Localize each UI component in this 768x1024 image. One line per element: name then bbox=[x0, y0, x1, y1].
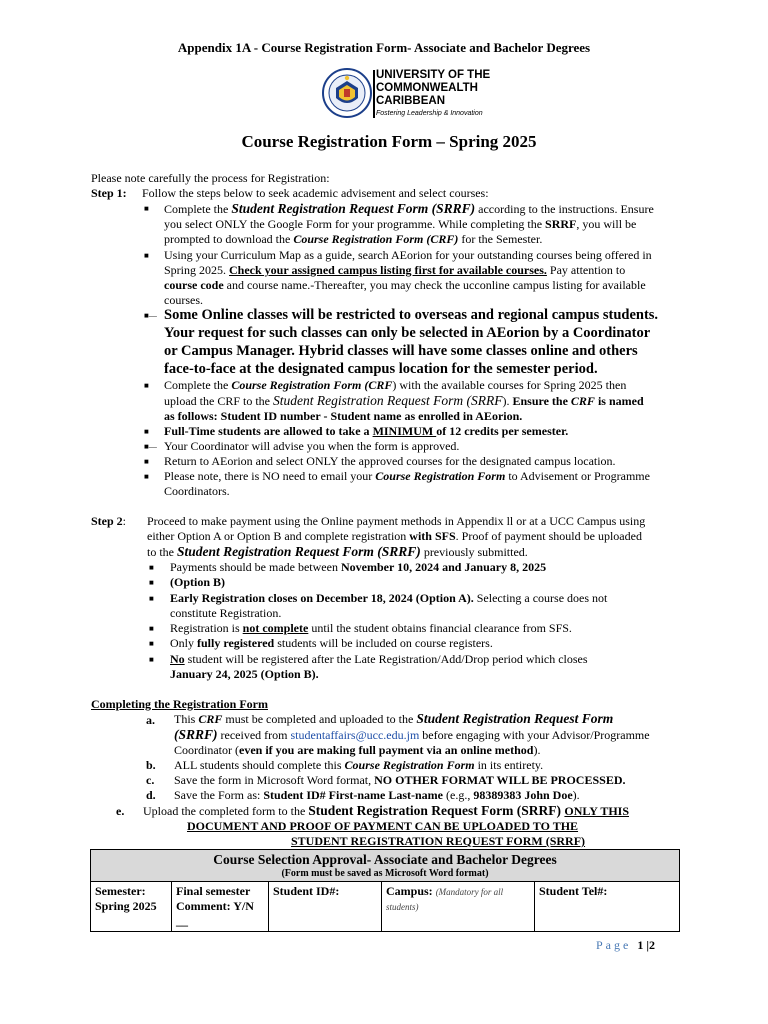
student-tel-cell[interactable]: Student Tel#: bbox=[535, 882, 680, 932]
step1-text: Follow the steps below to seek academic advisement and select courses: bbox=[142, 186, 489, 200]
step1-bullet-8: Please note, there is NO need to email your Course Registration Form to Advisement or Programme Coordinators. bbox=[164, 469, 650, 498]
step2-bullet-4: Registration is not complete until the student obtains financial clearance from SFS. bbox=[170, 621, 572, 635]
item-d-label: d. bbox=[146, 788, 156, 802]
item-c-label: c. bbox=[146, 773, 155, 787]
step1-bullet-1: Complete the Student Registration Request Form (SRRF) according to the instructions. Ensure you select ONLY the Google Form for your programme. While completing the SRRF, you will be prompted to download the Course Registration Form (CRF) for the Semester. bbox=[164, 201, 654, 246]
bullet-icon: ■ bbox=[149, 639, 154, 648]
step2-bullet-6: No student will be registered after the Late Registration/Add/Drop period which closes January 24, 2025 (Option B). bbox=[170, 652, 588, 681]
table-header: Course Selection Approval- Associate and Bachelor Degrees (Form must be saved as Microsoft Word format) bbox=[91, 850, 680, 882]
bullet-icon: ■ bbox=[144, 472, 149, 481]
item-c: Save the form in Microsoft Word format, NO OTHER FORMAT WILL BE PROCESSED. bbox=[174, 773, 626, 787]
bullet-icon: ■ bbox=[149, 655, 154, 664]
semester-cell[interactable]: Semester: Spring 2025 bbox=[91, 882, 172, 932]
university-seal-icon bbox=[322, 68, 372, 118]
step2: Step 2: bbox=[91, 514, 127, 528]
university-logo bbox=[322, 66, 492, 122]
course-selection-table bbox=[90, 849, 680, 932]
logo-line-2: COMMONWEALTH bbox=[376, 82, 478, 94]
item-a: This CRF must be completed and uploaded to the Student Registration Request Form (SRRF) received from studentaffairs@ucc.edu.jm before engaging with your Advisor/Programme Coordinator (even if you are making full payment via an online method). bbox=[174, 711, 650, 757]
appendix-title: Appendix 1A - Course Registration Form- Associate and Bachelor Degrees bbox=[177, 40, 591, 55]
step2-text: Proceed to make payment using the Online payment methods in Appendix ll or at a UCC Campus using either Option A or Option B and complete registration with SFS. Proof of payment should be uploaded to the Student Registration Request Form (SRRF) previously submitted. bbox=[147, 514, 646, 559]
logo-line-3: CARIBBEAN bbox=[376, 95, 445, 107]
step1-bullet-2: Using your Curriculum Map as a guide, search AEorion for your outstanding courses being offered in Spring 2025. Check your assigned campus listing first for available courses. Pay attention to course code and course name.-Thereafter, you may check the ucconline campus listing for available courses. bbox=[164, 248, 652, 307]
item-a-label: a. bbox=[146, 713, 155, 727]
step1-bullet-6: Your Coordinator will advise you when the form is approved. bbox=[164, 439, 460, 453]
step1: Step 1: bbox=[91, 186, 127, 200]
table-title: Course Selection Approval- Associate and Bachelor Degrees bbox=[213, 852, 557, 867]
bullet-icon: ■ bbox=[149, 563, 154, 572]
bullet-icon: ■ bbox=[149, 578, 154, 587]
step2-bullet-2: (Option B) bbox=[170, 575, 226, 589]
bullet-icon: ■ bbox=[144, 427, 149, 436]
step1-bullet-5: Full-Time students are allowed to take a MINIMUM of 12 credits per semester. bbox=[164, 424, 569, 438]
bullet-icon: ■ bbox=[144, 251, 149, 260]
form-title: Course Registration Form – Spring 2025 bbox=[241, 132, 537, 151]
step2-bullet-3: Early Registration closes on December 18, 2024 (Option A). Selecting a course does not constitute Registration. bbox=[170, 591, 608, 620]
page-number: Page 1|2 bbox=[596, 938, 658, 952]
step2-bullet-1: Payments should be made between November 10, 2024 and January 8, 2025 bbox=[170, 560, 547, 574]
bullet-icon: ■ bbox=[149, 594, 154, 603]
student-id-cell[interactable]: Student ID#: bbox=[269, 882, 382, 932]
item-e-label: e. bbox=[116, 804, 125, 818]
bullet-icon: ■ bbox=[144, 204, 149, 213]
final-semester-cell[interactable]: Final semester Comment: Y/N __ bbox=[172, 882, 269, 932]
completing-heading: Completing the Registration Form bbox=[91, 697, 268, 711]
step1-bullet-3: Some Online classes will be restricted to overseas and regional campus students. Your request for such classes can only be selected in AEorion by a Coordinator or Campus Manager. Hybrid classes will have some classes online and others face-to-face at the designated campus location for the semester period. bbox=[164, 307, 659, 377]
item-d: Save the Form as: Student ID# First-name Last-name (e.g., 98389383 John Doe). bbox=[174, 788, 580, 802]
bullet-icon: ■ bbox=[144, 381, 149, 390]
logo-line-1: UNIVERSITY OF THE bbox=[376, 69, 491, 81]
item-e: Upload the completed form to the Student Registration Request Form (SRRF) ONLY THIS DOCUMENT AND PROOF OF PAYMENT CAN BE UPLOADED TO THE STUDENT REGISTRATION REQUEST FORM (SRRF) bbox=[143, 803, 629, 848]
intro-text: Please note carefully the process for Registration: bbox=[91, 171, 330, 185]
item-b-label: b. bbox=[146, 758, 156, 772]
email-link[interactable]: studentaffairs@ucc.edu.jm bbox=[290, 728, 420, 742]
table-subtitle: Form must be saved as Microsoft Word format bbox=[284, 868, 486, 879]
bullet-icon: ■ bbox=[144, 457, 149, 466]
bullet-icon: ■— bbox=[144, 311, 157, 320]
logo-tagline: Fostering Leadership & Innovation bbox=[376, 110, 483, 117]
step2-bullet-5: Only fully registered students will be included on course registers. bbox=[170, 636, 493, 650]
campus-note: (Mandatory for all students) bbox=[386, 887, 504, 912]
campus-cell[interactable]: Campus: (Mandatory for all students) bbox=[382, 882, 535, 932]
step1-bullet-7: Return to AEorion and select ONLY the approved courses for the designated campus location. bbox=[164, 454, 616, 468]
bullet-icon: ■ bbox=[149, 624, 154, 633]
item-b: ALL students should complete this Course Registration Form in its entirety. bbox=[174, 758, 544, 772]
bullet-icon: ■— bbox=[144, 442, 157, 451]
step1-bullet-4: Complete the Course Registration Form (CRF) with the available courses for Spring 2025 then upload the CRF to the Student Registration Request Form (SRRF). Ensure the CRF is named as follows: Student ID number - Student name as enrolled in AEorion. bbox=[164, 378, 644, 423]
